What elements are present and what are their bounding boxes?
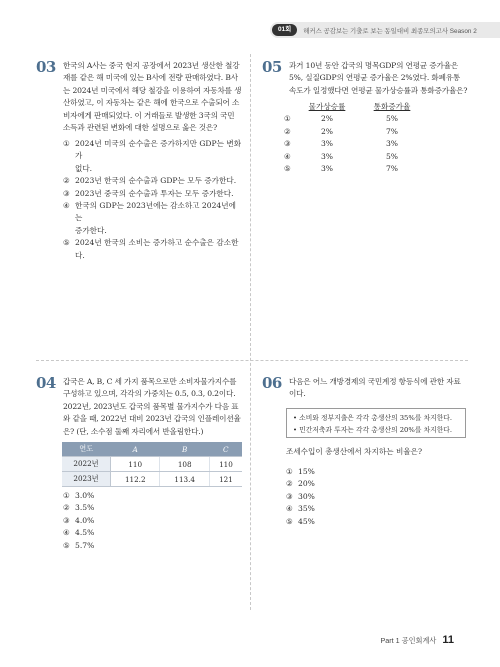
option-marker: ⑤: [284, 164, 291, 174]
option-marker: ④: [63, 201, 70, 211]
option-marker: ①: [63, 491, 70, 500]
option-3[interactable]: [284, 138, 428, 150]
option-marker: ③: [286, 491, 293, 501]
box-line: • 소비와 정부지출은 각각 총생산의 35%를 차지한다.: [293, 414, 452, 422]
option-marker: ②: [284, 126, 291, 136]
table-row: [62, 472, 242, 487]
question-03-options: [63, 138, 243, 262]
question-text: [289, 376, 461, 401]
question-number: 05: [262, 58, 282, 76]
page-header: [270, 22, 500, 38]
text-line: 는 2024년 미국에서 해당 철강을 이용하여 자동차를 생: [63, 85, 242, 95]
question-number: 03: [36, 58, 56, 76]
option-text: 20%: [298, 479, 315, 489]
header-year: 연도: [62, 442, 111, 457]
option-text: 2024년 미국의 순수출은 증가하지만 GDP는 변화가: [75, 139, 242, 161]
table-cell: 121: [209, 472, 242, 487]
text-line: 갑국은 A, B, C 세 가지 품목으로만 소비자물가지수를: [63, 377, 237, 386]
option-text: 한국의 GDP는 2023년에는 감소하고 2024년에는: [75, 201, 236, 223]
option-text: 4.5%: [75, 528, 95, 538]
option-money-growth: 7%: [385, 164, 399, 174]
header-inflation: 물가상승률: [308, 102, 346, 111]
question-05-options: [284, 101, 428, 175]
option-2[interactable]: [286, 478, 406, 490]
header-money-growth: 통화증가율: [373, 102, 411, 111]
option-5[interactable]: [63, 237, 243, 262]
text-line: 재를 같은 해 미국에 있는 B사에 전량 판매하였다. B사: [63, 73, 238, 83]
option-marker: ②: [286, 479, 293, 489]
option-marker: ④: [286, 504, 293, 514]
header-item-b: B: [160, 442, 209, 457]
option-inflation: 3%: [320, 151, 334, 161]
option-text: 3.0%: [75, 491, 95, 500]
option-5[interactable]: [63, 540, 183, 552]
option-money-growth: 3%: [385, 139, 399, 149]
option-text: 30%: [298, 491, 315, 501]
option-money-growth: 5%: [385, 151, 399, 161]
option-money-growth: 5%: [385, 114, 399, 124]
column-divider: [250, 54, 251, 610]
option-marker: ③: [63, 188, 70, 198]
table-row: [62, 457, 242, 472]
option-1[interactable]: [286, 466, 406, 478]
question-text: [289, 60, 467, 97]
option-text: 45%: [298, 516, 315, 526]
row-year: 2023년: [62, 472, 111, 487]
option-5[interactable]: [284, 163, 428, 175]
table-cell: 110: [209, 457, 242, 472]
option-4[interactable]: [63, 200, 243, 237]
text-line: 이다.: [289, 389, 306, 399]
option-inflation: 2%: [320, 114, 334, 124]
row-year: 2022년: [62, 457, 111, 472]
option-1[interactable]: [63, 490, 183, 502]
table-cell: 112.2: [111, 472, 160, 487]
text-line: 와 같을 때, 2022년 대비 2023년 갑국의 인플레이션율: [63, 414, 241, 424]
row-divider: [36, 360, 468, 361]
option-money-growth: 7%: [385, 126, 399, 136]
option-marker: ⑤: [63, 238, 70, 248]
option-3[interactable]: [63, 515, 183, 527]
option-4[interactable]: [286, 503, 406, 515]
page-number: 11: [442, 634, 454, 646]
question-number: 06: [262, 374, 282, 392]
text-line: 한국의 A사는 중국 현지 공장에서 2023년 생산한 철강: [63, 61, 240, 70]
table-cell: 110: [111, 457, 160, 472]
text-line: 2022년, 2023년도 갑국의 품목별 물가지수가 다음 표: [63, 401, 239, 411]
text-line: 5%, 실질GDP의 연평균 증가율은 2%였다. 화폐유통: [289, 73, 461, 83]
option-text: 2024년 한국의 소비는 증가하고 순수출은 감소한다.: [75, 238, 239, 260]
header-item-a: A: [111, 442, 160, 457]
options-header: [284, 101, 428, 113]
text-line: 구성하고 있으며, 각각의 가중치는 0.5, 0.3, 0.2이다.: [63, 389, 236, 399]
option-1[interactable]: [63, 138, 243, 175]
option-text: 5.7%: [75, 540, 95, 550]
page-footer: [380, 634, 454, 646]
price-index-table: [62, 442, 242, 487]
option-marker: ⑤: [63, 540, 70, 550]
question-text: [63, 60, 241, 134]
option-text: 3.5%: [75, 503, 95, 513]
text-line: 산하였고, 이 자동차는 같은 해에 한국으로 수출되어 소: [63, 98, 240, 108]
option-4[interactable]: [284, 151, 428, 163]
box-line: • 민간저축과 투자는 각각 총생산의 20%를 차지한다.: [293, 426, 452, 434]
question-number: 04: [36, 374, 56, 392]
option-marker: ①: [63, 139, 70, 148]
option-2[interactable]: [63, 175, 243, 187]
option-marker: ②: [63, 176, 70, 186]
option-text: 2023년 중국의 순수출과 투자는 모두 증가한다.: [75, 188, 234, 198]
table-header-row: [62, 442, 242, 457]
part-label: Part 1 공인회계사: [380, 636, 437, 645]
option-text: 4.0%: [75, 515, 95, 525]
option-2[interactable]: [63, 502, 183, 514]
table-cell: 108: [160, 457, 209, 472]
question-text: [63, 376, 241, 438]
option-text: 15%: [298, 467, 315, 476]
option-marker: ④: [63, 528, 70, 538]
option-inflation: 3%: [320, 139, 334, 149]
option-marker: ②: [63, 503, 70, 513]
text-line: 속도가 일정했다면 연평균 물가상승률과 통화증가율은?: [289, 85, 468, 95]
option-3[interactable]: [286, 491, 406, 503]
text-line: 은? (단, 소수점 둘째 자리에서 반올림한다.): [63, 426, 204, 436]
book-title: 해커스 공감보는 기출로 보는 동일대비 최종모의고사 Season 2: [303, 27, 477, 35]
table-cell: 113.4: [160, 472, 209, 487]
data-box: [286, 408, 466, 438]
option-3[interactable]: [63, 188, 243, 200]
text-line: 과거 10년 동안 갑국의 명목GDP의 연평균 증가율은: [289, 61, 459, 70]
option-marker: ①: [284, 114, 291, 124]
option-text: 2023년 한국의 순수출과 GDP는 모두 증가한다.: [75, 176, 237, 186]
text-line: 비자에게 판매되었다. 이 거래들로 발생한 3국의 국민: [63, 110, 235, 120]
option-5[interactable]: [286, 516, 406, 528]
option-inflation: 3%: [320, 164, 334, 174]
option-marker: ③: [284, 139, 291, 149]
text-line: 소득과 관련된 변화에 대한 설명으로 옳은 것은?: [63, 123, 218, 133]
question-06-options: [286, 466, 406, 528]
option-marker: ④: [284, 151, 291, 161]
option-marker: ⑤: [286, 516, 293, 526]
question-04-options: [63, 490, 183, 552]
sub-question: 조세수입이 총생산에서 차지하는 비율은?: [286, 447, 423, 456]
exam-round-badge: 01회: [272, 24, 297, 36]
header-item-c: C: [209, 442, 242, 457]
option-marker: ③: [63, 515, 70, 525]
option-text: 증가한다.: [75, 225, 107, 235]
text-line: 다음은 어느 개방경제의 국민계정 항등식에 관한 자료: [289, 377, 461, 386]
option-4[interactable]: [63, 527, 183, 539]
option-1[interactable]: [284, 113, 428, 125]
option-marker: ①: [286, 467, 293, 476]
question-06-prompt: [286, 446, 466, 458]
option-text: 35%: [298, 504, 315, 514]
option-inflation: 2%: [320, 126, 334, 136]
option-text: 없다.: [75, 163, 93, 173]
option-2[interactable]: [284, 126, 428, 138]
